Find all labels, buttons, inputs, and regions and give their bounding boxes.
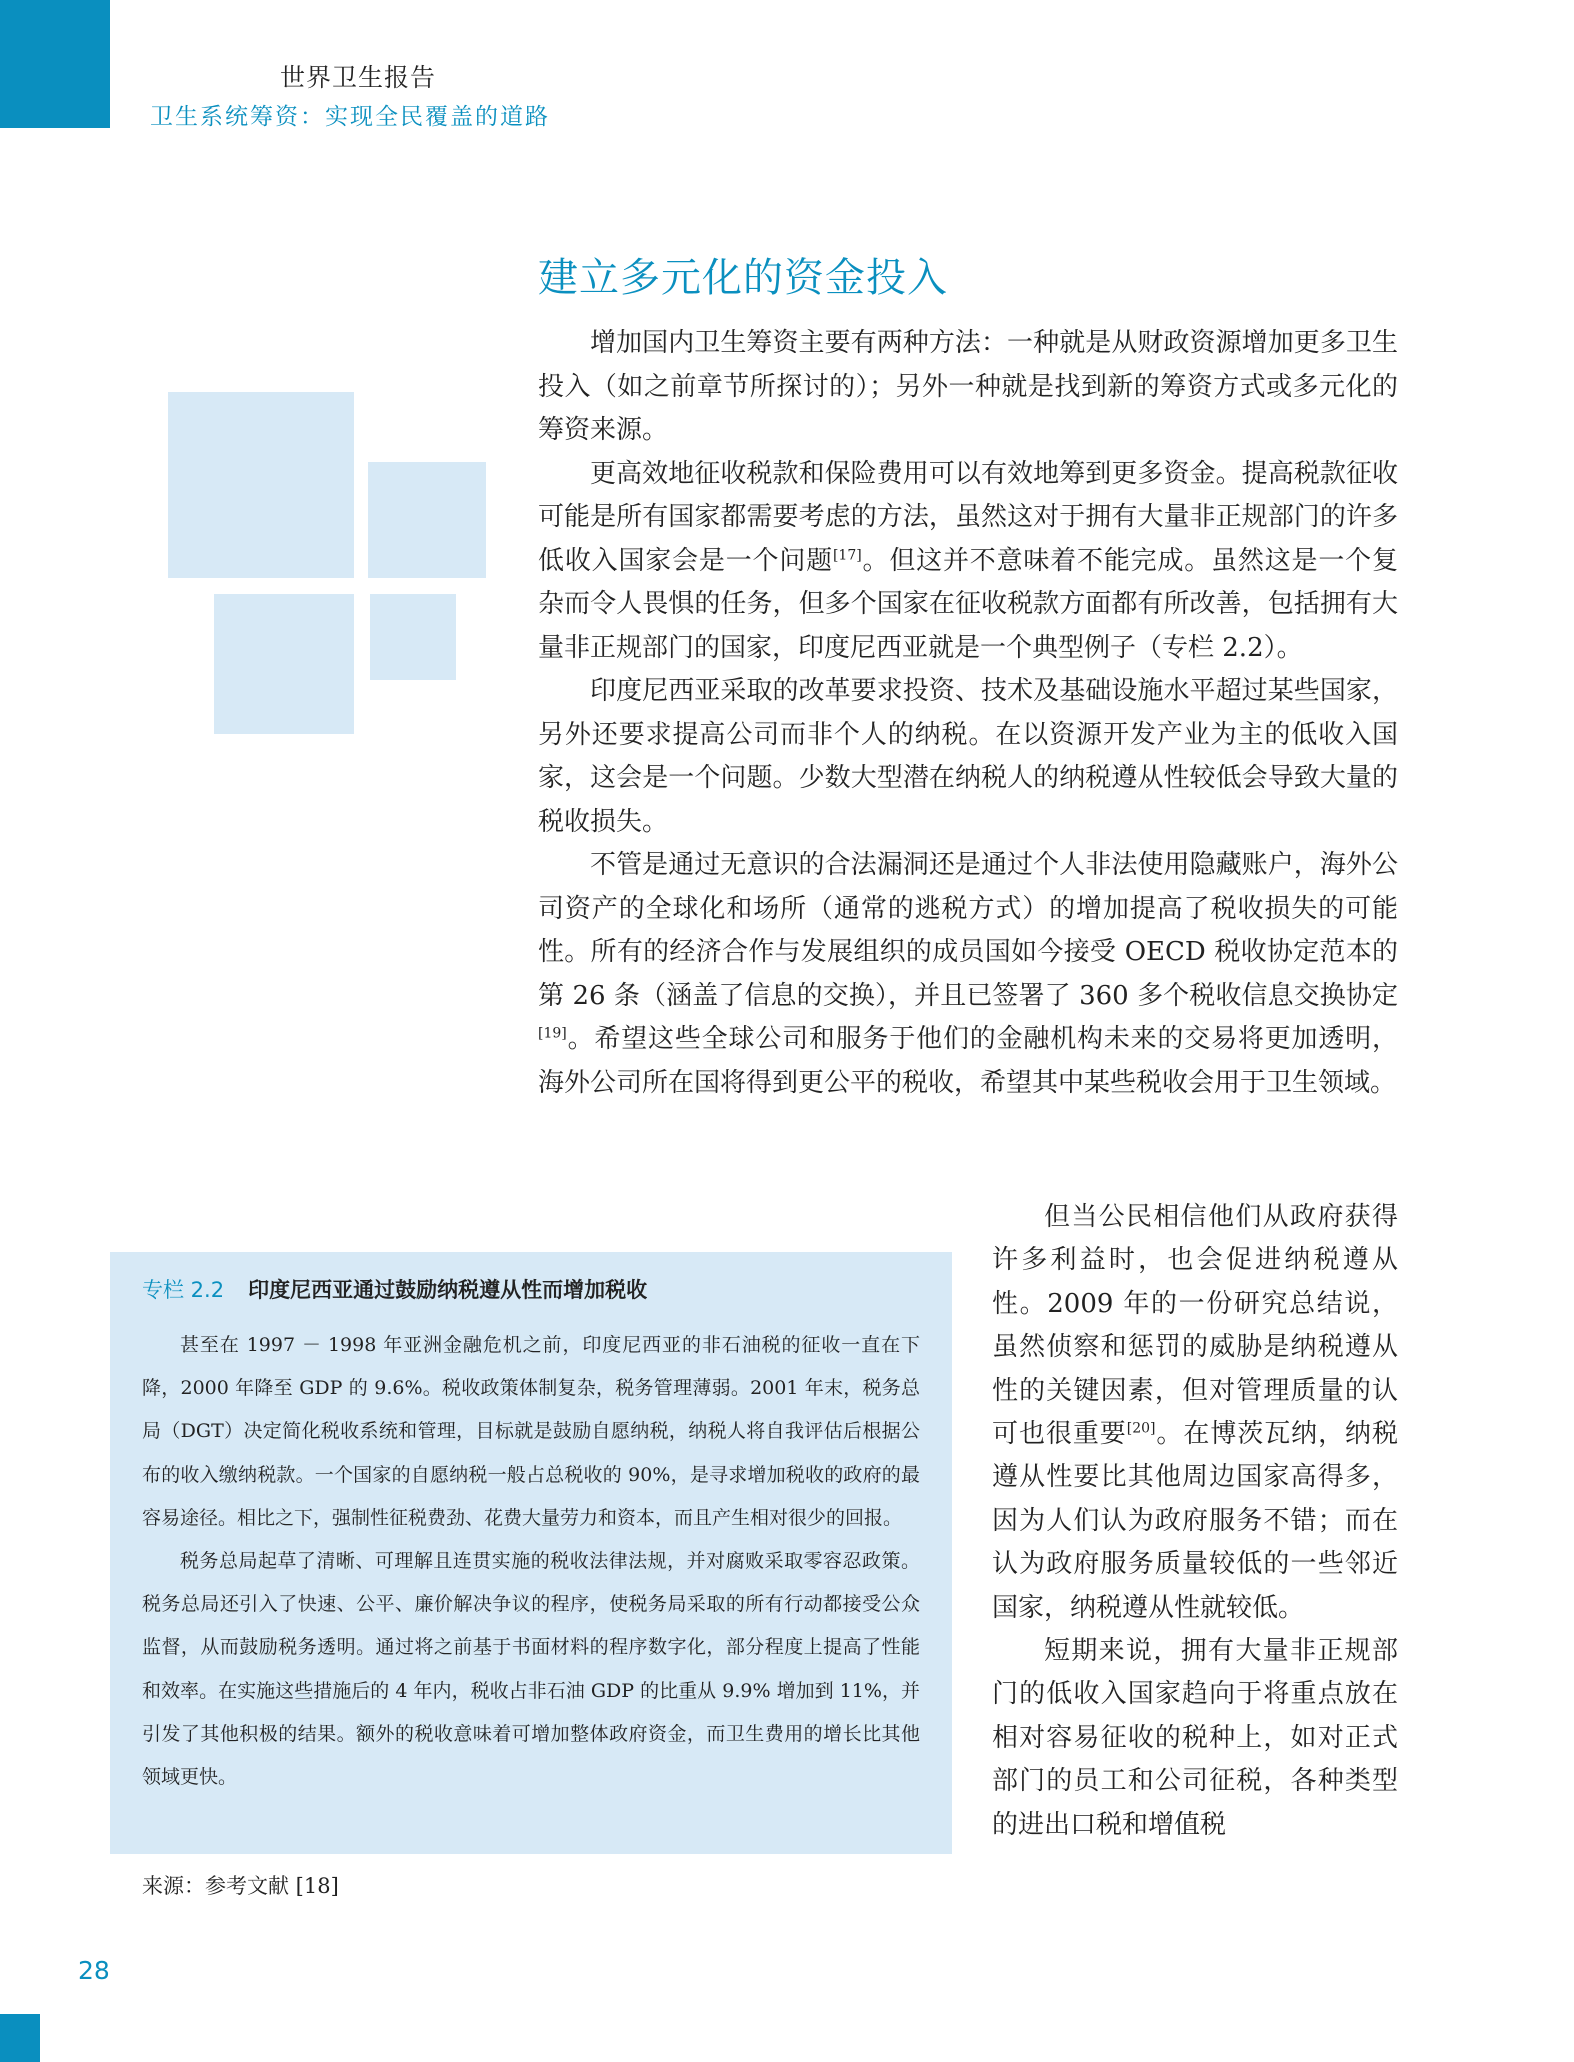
page-number: 28 bbox=[78, 1956, 110, 1985]
box-title: 印度尼西亚通过鼓励纳税遵从性而增加税收 bbox=[248, 1278, 648, 1302]
box-paragraph-2: 税务总局起草了清晰、可理解且连贯实施的税收法律法规，并对腐败采取零容忍政策。税务总局还引入了快速、公平、廉价解决争议的程序，使税务局采取的所有行动都接受公众监督，从而鼓励税务透明。通过将之前基于书面材料的程序数字化，部分程度上提高了性能和效率。在实施这些措施后的 4 年内，税收占非石油 GDP 的比重从 9.9% 增加到 11%，并引发了其他积极的结果。额外的税收意味着可增加整体政府资金，而卫生费用的增长比其他领域更快。 bbox=[142, 1550, 920, 1789]
main-paragraph-3: 印度尼西亚采取的改革要求投资、技术及基础设施水平超过某些国家，另外还要求提高公司而非个人的纳税。在以资源开发产业为主的低收入国家，这会是一个问题。少数大型潜在纳税人的纳税遵从性较低会导致大量的税收损失。 bbox=[538, 676, 1398, 837]
running-header-title: 世界卫生报告 bbox=[280, 63, 437, 92]
citation-20: [20] bbox=[1126, 1420, 1156, 1437]
citation-17: [17] bbox=[832, 546, 862, 563]
box-paragraph-1: 甚至在 1997 － 1998 年亚洲金融危机之前，印度尼西亚的非石油税的征收一直在下降，2000 年降至 GDP 的 9.6%。税收政策体制复杂，税务管理薄弱。2001 年末，税务总局（DGT）决定简化税收系统和管理，目标就是鼓励自愿纳税，纳税人将自我评估后根据公布的收入缴纳税款。一个国家的自愿纳税一般占总税收的 90%，是寻求增加税收的政府的最容易途径。相比之下，强制性征税费劲、花费大量劳力和资本，而且产生相对很少的回报。 bbox=[142, 1334, 920, 1529]
decorative-square-3 bbox=[214, 594, 354, 734]
sidebar-box-2-2 bbox=[110, 1252, 952, 1854]
footer-corner-block bbox=[0, 2014, 40, 2062]
main-body-text bbox=[538, 322, 1398, 1105]
decorative-square-1 bbox=[168, 392, 354, 578]
box-source-note: 来源：参考文献 [18] bbox=[142, 1874, 339, 1898]
box-heading bbox=[142, 1274, 920, 1304]
main-paragraph-4: 不管是通过无意识的合法漏洞还是通过个人非法使用隐藏账户，海外公司资产的全球化和场所（通常的逃税方式）的增加提高了税收损失的可能性。所有的经济合作与发展组织的成员国如今接受 OECD 税收协定范本的第 26 条（涵盖了信息的交换），并且已签署了 360 多个税收信息交换协定[19]。希望这些全球公司和服务于他们的金融机构未来的交易将更加透明，海外公司所在国将得到更公平的税收，希望其中某些税收会用于卫生领域。 bbox=[538, 850, 1398, 1098]
header-corner-block bbox=[0, 0, 110, 128]
main-paragraph-2: 更高效地征收税款和保险费用可以有效地筹到更多资金。提高税款征收可能是所有国家都需要考虑的方法，虽然这对于拥有大量非正规部门的许多低收入国家会是一个问题[17]。但这并不意味着不能完成。虽然这是一个复杂而令人畏惧的任务，但多个国家在征收税款方面都有所改善，包括拥有大量非正规部门的国家，印度尼西亚就是一个典型例子（专栏 2.2）。 bbox=[538, 458, 1398, 663]
main-paragraph-1: 增加国内卫生筹资主要有两种方法：一种就是从财政资源增加更多卫生投入（如之前章节所探讨的）；另外一种就是找到新的筹资方式或多元化的筹资来源。 bbox=[538, 328, 1398, 445]
running-header-subtitle: 卫生系统筹资：实现全民覆盖的道路 bbox=[150, 104, 550, 130]
decorative-square-2 bbox=[368, 462, 486, 578]
box-label: 专栏 2.2 bbox=[142, 1278, 225, 1302]
section-title: 建立多元化的资金投入 bbox=[538, 255, 948, 301]
side-paragraph-1: 但当公民相信他们从政府获得许多利益时，也会促进纳税遵从性。2009 年的一份研究总结说，虽然侦察和惩罚的威胁是纳税遵从性的关键因素，但对管理质量的认可也很重要[20]。在博茨瓦纳，纳税遵从性要比其他周边国家高得多，因为人们认为政府服务不错；而在认为政府服务质量较低的一些邻近国家，纳税遵从性就较低。 bbox=[992, 1202, 1398, 1623]
side-column-text bbox=[992, 1196, 1398, 1847]
decorative-square-4 bbox=[370, 594, 456, 680]
citation-19: [19] bbox=[538, 1025, 567, 1042]
side-paragraph-2: 短期来说，拥有大量非正规部门的低收入国家趋向于将重点放在相对容易征收的税种上，如对正式部门的员工和公司征税，各种类型的进出口税和增值税 bbox=[992, 1636, 1398, 1840]
